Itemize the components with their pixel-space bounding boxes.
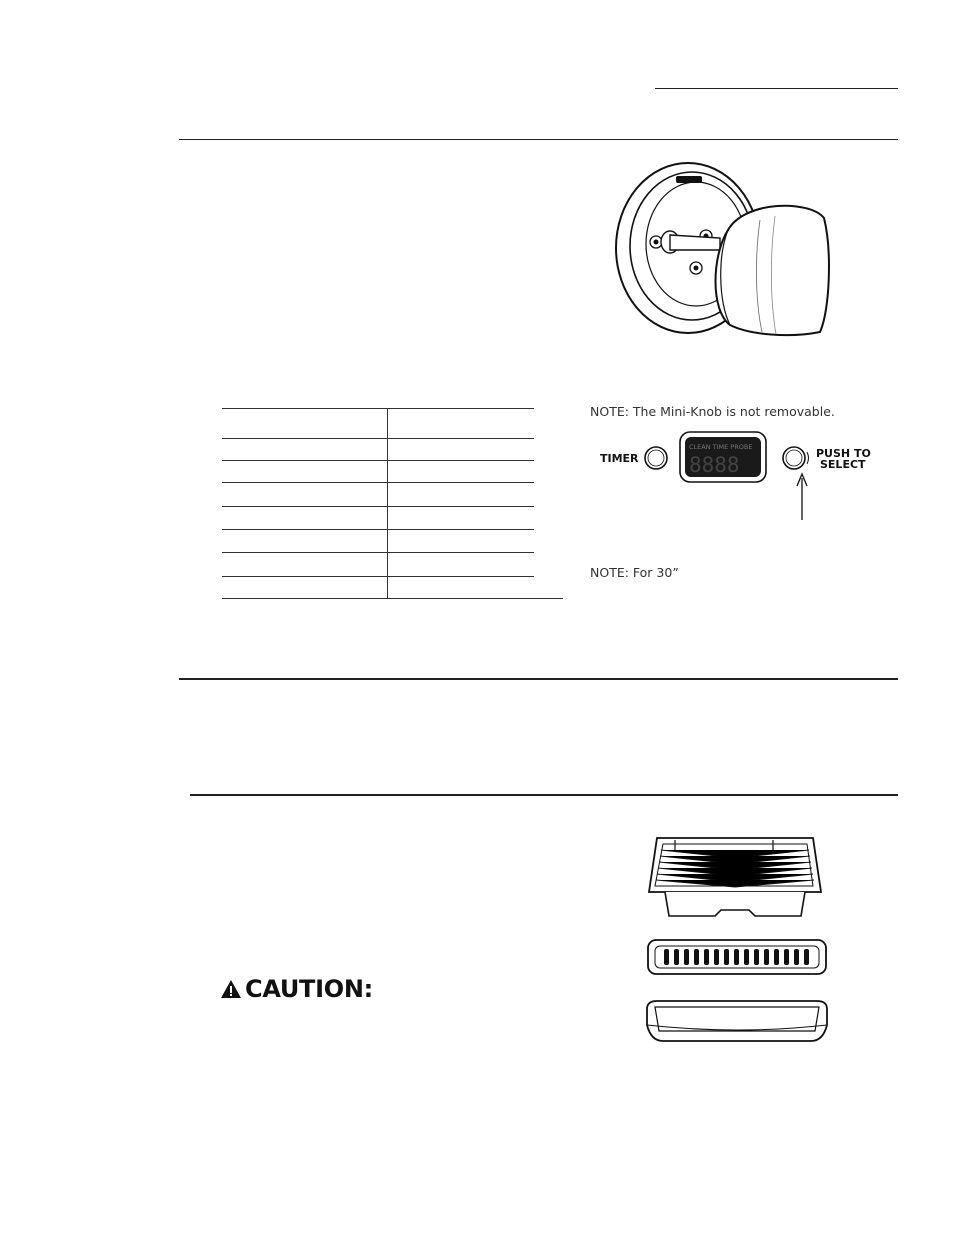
thirty-inch-note: NOTE: For 30” [590,565,679,580]
select-label: SELECT [820,458,866,471]
broiler-pan-illustration [643,995,831,1047]
display-header: CLEAN TIME PROBE [689,443,753,451]
broiler-grid-illustration [646,937,828,977]
table-line-4 [222,506,534,507]
table-line-2 [222,460,534,461]
mini-knob-note: NOTE: The Mini-Knob is not removable. [590,404,835,419]
table-line-5 [222,529,534,530]
table-column-divider [387,408,388,598]
caution-heading [220,975,373,1003]
header-rule-short [655,88,898,89]
display-digits: 8888 [689,453,740,477]
caution-label: CAUTION: [245,975,373,1003]
control-panel-illustration [596,428,876,523]
push-to-label: PUSH TO [816,447,871,460]
warning-triangle-icon [220,979,242,999]
section-rule-1 [179,139,898,140]
broiler-rack-illustration [645,832,825,922]
table-line-3 [222,482,534,483]
table-line-7 [222,576,534,577]
section-rule-2 [179,678,898,680]
section-rule-3 [190,794,898,796]
table-line-6 [222,552,534,553]
control-knob-illustration [610,160,840,340]
table-line-0 [222,408,534,409]
table-line-8 [222,598,563,599]
timer-label: TIMER [600,452,639,465]
table-line-1 [222,438,534,439]
